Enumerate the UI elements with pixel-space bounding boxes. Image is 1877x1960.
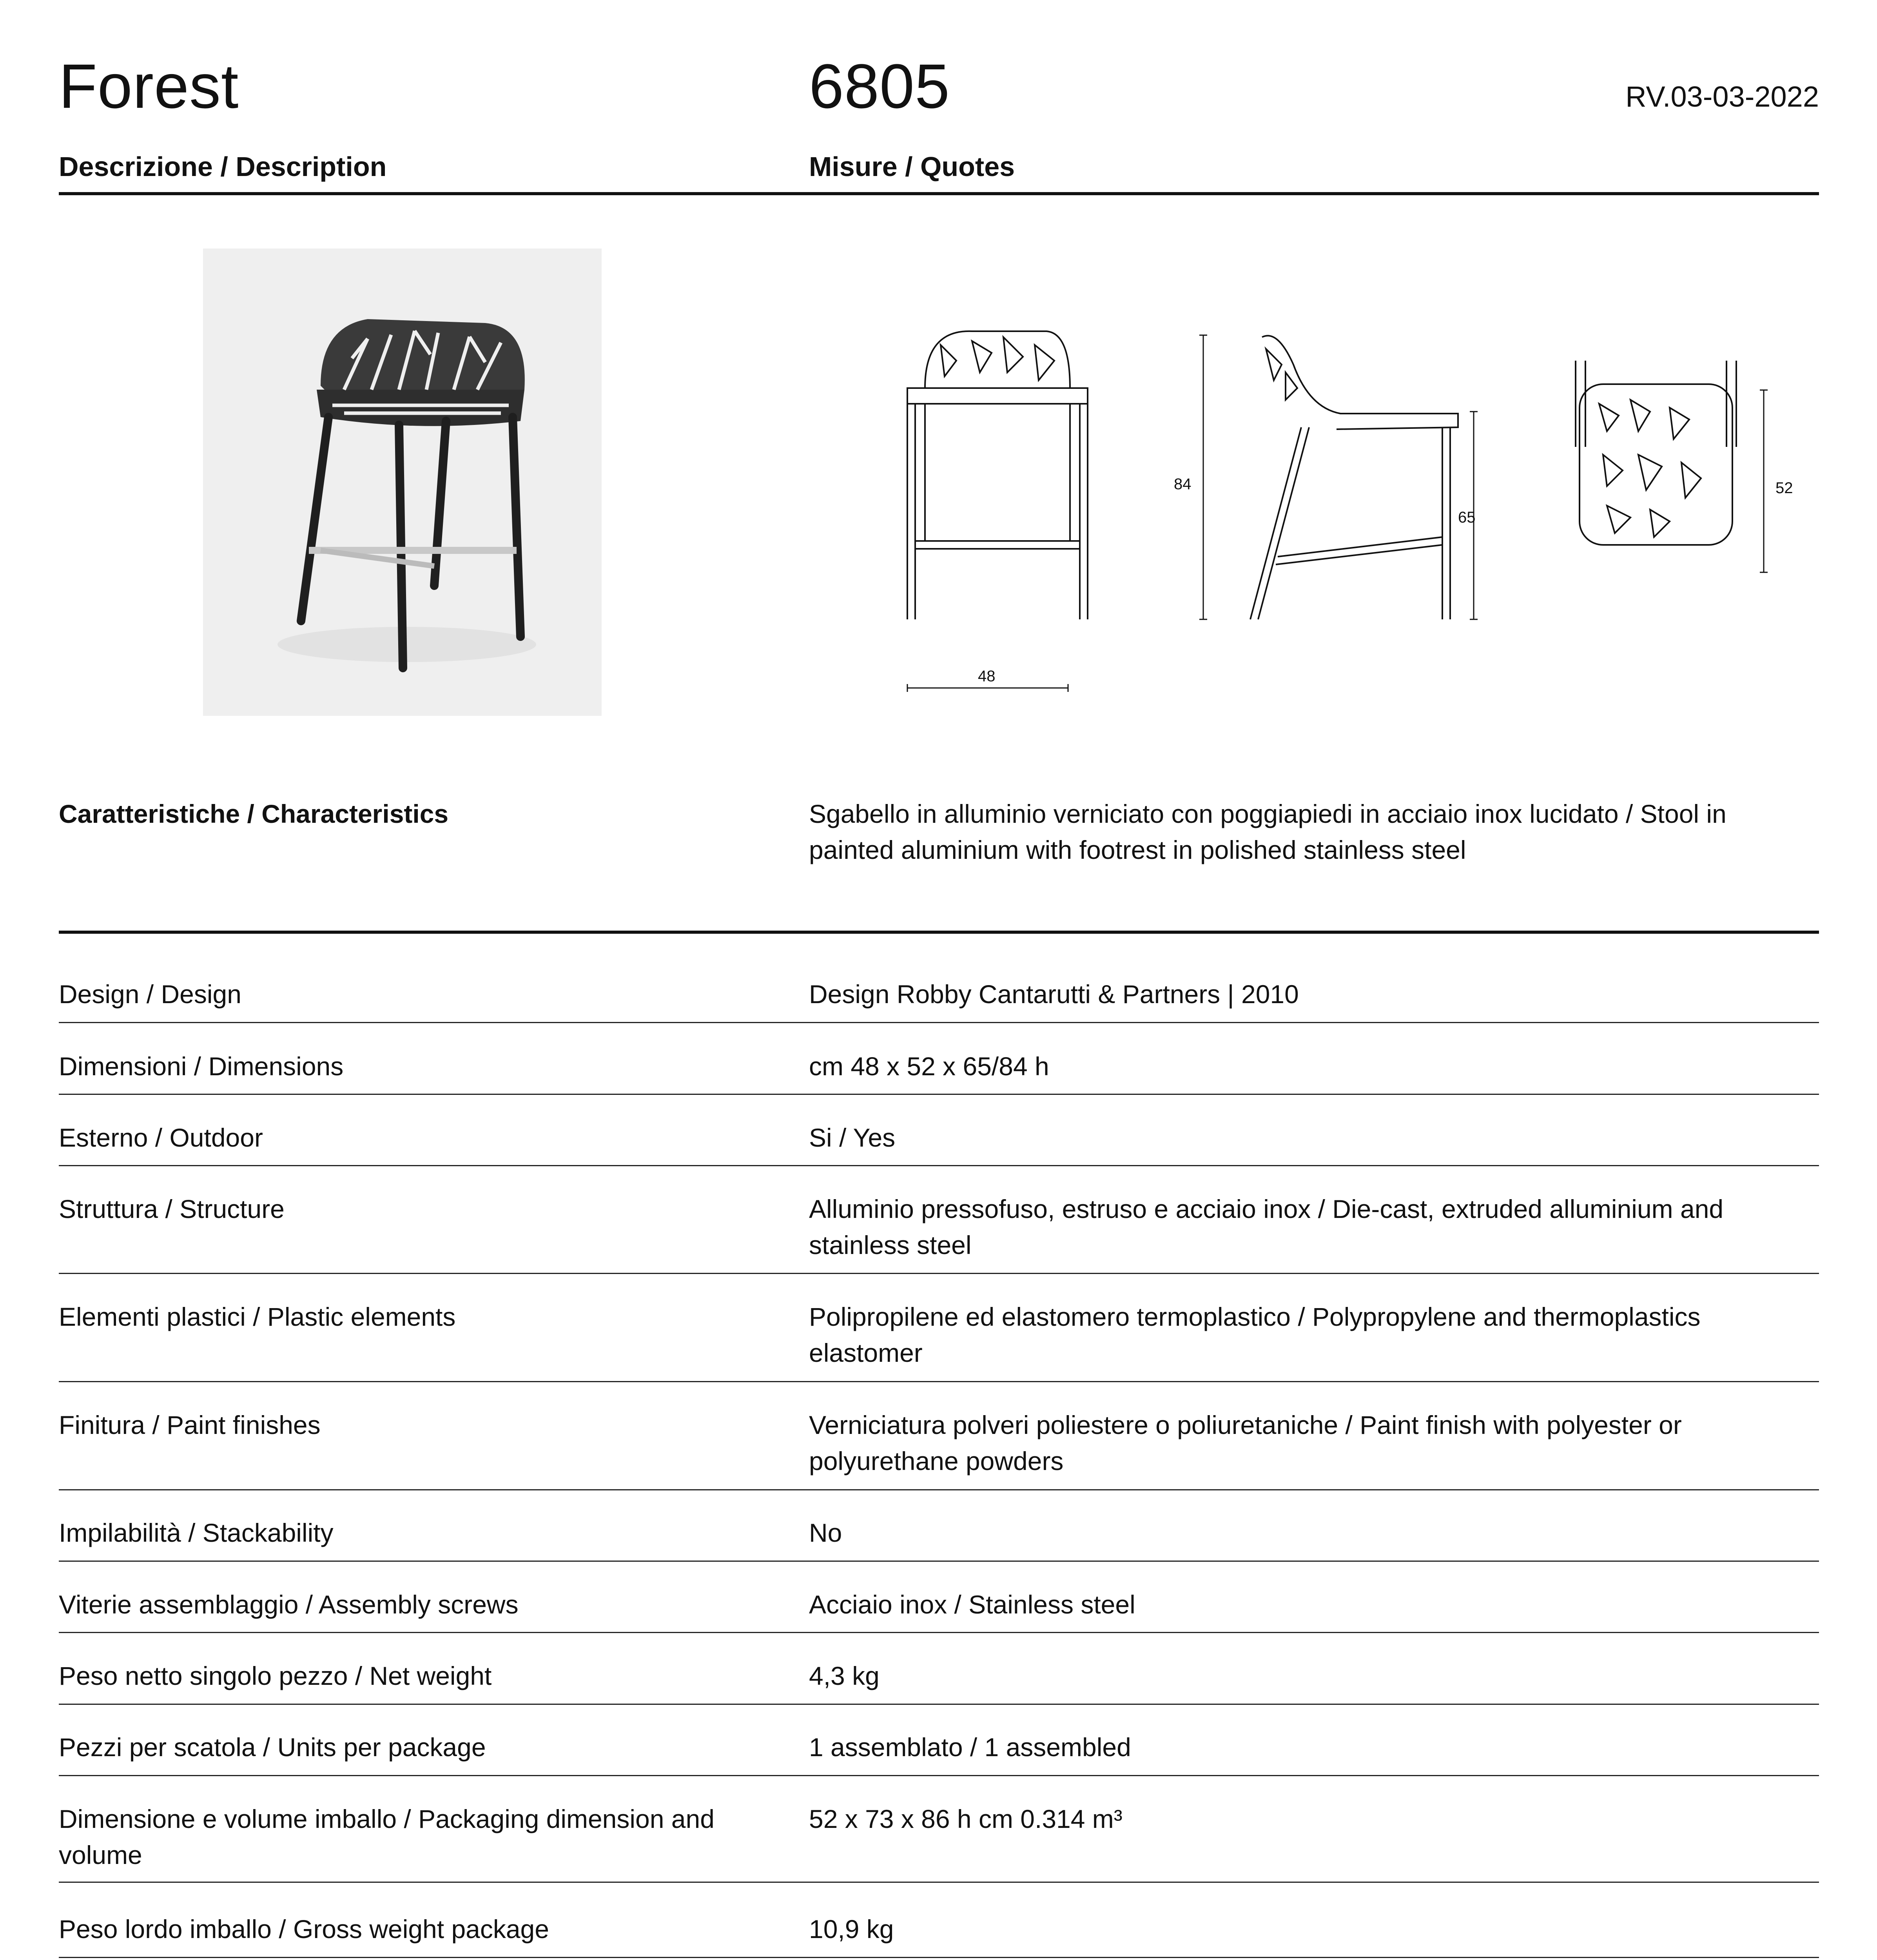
spec-value-structure: Alluminio pressofuso, estruso e acciaio inox / Die-cast, extruded alluminium and stainless steel	[809, 1194, 1724, 1259]
spec-label-plastic-elements: Elementi plastici / Plastic elements	[59, 1302, 456, 1331]
row-divider	[59, 1704, 1819, 1705]
spec-value-units-per-package: 1 assemblato / 1 assembled	[809, 1733, 1131, 1762]
spec-value-stackability: No	[809, 1518, 842, 1547]
spec-value-assembly-screws: Acciaio inox / Stainless steel	[809, 1590, 1135, 1619]
stool-photo-illustration	[203, 249, 602, 716]
technical-drawing-views	[862, 314, 1823, 706]
row-divider	[59, 1561, 1819, 1562]
product-photo	[203, 249, 602, 716]
spec-label-packaging-dimension: Dimensione e volume imballo / Packaging dimension and volume	[59, 1804, 715, 1869]
spec-label-gross-weight: Peso lordo imballo / Gross weight package	[59, 1915, 549, 1944]
spec-value-gross-weight: 10,9 kg	[809, 1915, 894, 1944]
spec-label-net-weight: Peso netto singolo pezzo / Net weight	[59, 1661, 492, 1690]
front-width-dimension: 48	[978, 668, 996, 685]
row-divider	[59, 1632, 1819, 1633]
row-divider	[59, 1381, 1819, 1382]
spec-label-units-per-package: Pezzi per scatola / Units per package	[59, 1733, 486, 1762]
spec-value-packaging-dimension: 52 x 73 x 86 h cm 0.314 m³	[809, 1804, 1123, 1833]
row-divider	[59, 1957, 1819, 1958]
measures-heading: Misure / Quotes	[809, 151, 1015, 182]
row-divider	[59, 1489, 1819, 1490]
spec-label-dimensions: Dimensioni / Dimensions	[59, 1052, 344, 1081]
description-heading: Descrizione / Description	[59, 151, 387, 182]
row-divider	[59, 1022, 1819, 1023]
spec-value-net-weight: 4,3 kg	[809, 1661, 880, 1690]
row-divider	[59, 1273, 1819, 1274]
spec-label-stackability: Impilabilità / Stackability	[59, 1518, 334, 1547]
characteristics-value: Sgabello in alluminio verniciato con poggiapiedi in acciaio inox lucidato / Stool in painted aluminium with footrest in polished stainless steel	[809, 799, 1726, 864]
side-seat-height-dimension: 65	[1458, 509, 1476, 526]
row-divider	[59, 1094, 1819, 1095]
characteristics-divider	[59, 931, 1819, 934]
product-name: Forest	[59, 51, 239, 121]
spec-value-paint-finishes: Verniciatura polveri poliestere o poliuretaniche / Paint finish with polyester or polyurethane powders	[809, 1410, 1682, 1475]
row-divider	[59, 1882, 1819, 1883]
revision-date: RV.03-03-2022	[1625, 80, 1819, 113]
top-depth-dimension: 52	[1775, 479, 1793, 497]
spec-label-structure: Struttura / Structure	[59, 1194, 285, 1223]
side-height-dimension: 84	[1174, 475, 1191, 493]
technical-drawings	[862, 314, 1823, 706]
row-divider	[59, 1775, 1819, 1776]
row-divider	[59, 1165, 1819, 1166]
spec-label-outdoor: Esterno / Outdoor	[59, 1123, 263, 1152]
spec-label-assembly-screws: Viterie assemblaggio / Assembly screws	[59, 1590, 519, 1619]
spec-value-design: Design Robby Cantarutti & Partners | 2010	[809, 980, 1299, 1009]
spec-value-outdoor: Si / Yes	[809, 1123, 896, 1152]
header-divider	[59, 192, 1819, 195]
product-code: 6805	[809, 51, 950, 121]
spec-label-paint-finishes: Finitura / Paint finishes	[59, 1410, 321, 1439]
spec-value-plastic-elements: Polipropilene ed elastomero termoplastico / Polypropylene and thermoplastics elastomer	[809, 1302, 1701, 1367]
spec-value-dimensions: cm 48 x 52 x 65/84 h	[809, 1052, 1049, 1081]
characteristics-label: Caratteristiche / Characteristics	[59, 799, 449, 828]
spec-label-design: Design / Design	[59, 980, 241, 1009]
